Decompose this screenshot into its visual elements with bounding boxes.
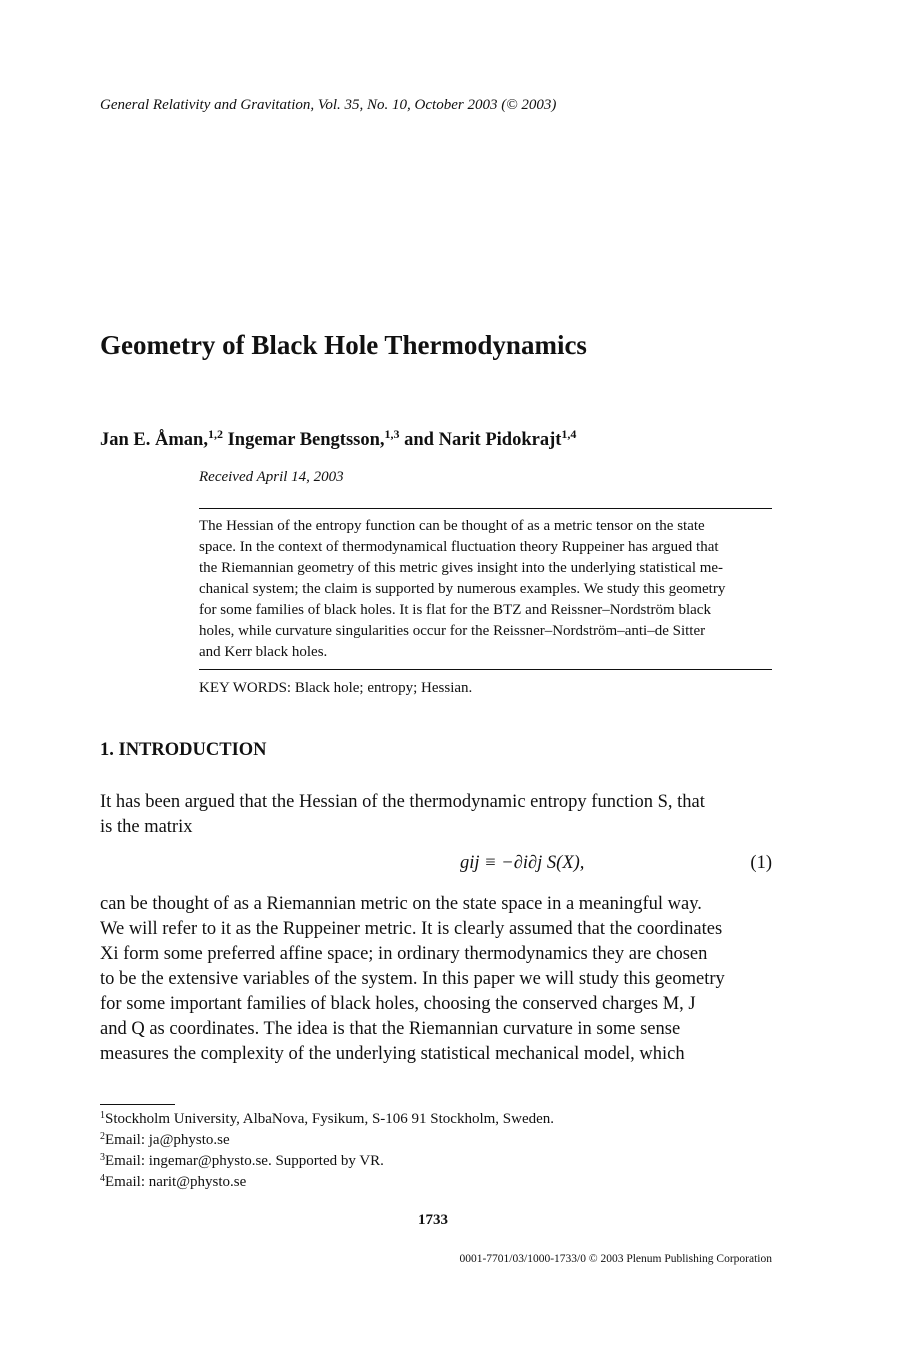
equation-formula: gij ≡ −∂i∂j S(X), (460, 853, 585, 873)
equation-number: (1) (750, 853, 772, 873)
footnote (100, 1173, 246, 1191)
author-name: Jan E. Åman, (100, 430, 208, 450)
footnote (100, 1110, 554, 1128)
abstract (199, 516, 772, 663)
page-number: 1733 (418, 1212, 448, 1228)
author-list (100, 427, 576, 451)
journal-citation: General Relativity and Gravitation, Vol. 35, No. 10, October 2003 (© 2003) (100, 97, 557, 113)
author-affiliation-mark: 1,2 (207, 427, 223, 441)
footnote-text: Stockholm University, AlbaNova, Fysikum, S-106 91 Stockholm, Sweden. (105, 1111, 555, 1127)
footnote-rule (100, 1104, 175, 1105)
publisher-line: 0001-7701/03/1000-1733/0 © 2003 Plenum Publishing Corporation (459, 1253, 772, 1265)
abstract-bottom-rule (199, 669, 772, 670)
section-heading: 1. INTRODUCTION (100, 740, 267, 760)
text-line: is the matrix (100, 817, 193, 837)
author-affiliation-mark: 1,3 (384, 427, 400, 441)
text-line: We will refer to it as the Ruppeiner metric. It is clearly assumed that the coordinates (100, 919, 723, 939)
intro-paragraph-1 (100, 790, 772, 840)
text-line: to be the extensive variables of the system. In this paper we will study this geometry (100, 969, 725, 989)
text-line: measures the complexity of the underlying statistical mechanical model, which (100, 1044, 685, 1064)
footnote-text: Email: ja@physto.se (105, 1132, 230, 1148)
footnote-mark: 1 (100, 1110, 105, 1121)
text-line: and Q as coordinates. The idea is that the Riemannian curvature in some sense (100, 1019, 681, 1039)
abstract-line: holes, while curvature singularities occur for the Reissner–Nordström–anti–de Sitter (199, 623, 706, 639)
text-line: can be thought of as a Riemannian metric on the state space in a meaningful way. (100, 894, 702, 914)
abstract-line: and Kerr black holes. (199, 644, 328, 660)
abstract-line: chanical system; the claim is supported by numerous examples. We study this geometry (199, 581, 726, 597)
footnote-mark: 2 (100, 1131, 105, 1142)
abstract-top-rule (199, 508, 772, 509)
author-name: and Narit Pidokrajt (404, 430, 562, 450)
author-affiliation-mark: 1,4 (561, 427, 577, 441)
footnote (100, 1131, 230, 1149)
paper-title: Geometry of Black Hole Thermodynamics (100, 330, 587, 360)
received-date: Received April 14, 2003 (199, 469, 344, 485)
abstract-line: The Hessian of the entropy function can be thought of as a metric tensor on the state (199, 518, 705, 534)
footnote (100, 1152, 384, 1170)
intro-paragraph-2 (100, 892, 772, 1067)
footnote-text: Email: ingemar@physto.se. Supported by VR. (105, 1153, 384, 1169)
abstract-line: for some families of black holes. It is flat for the BTZ and Reissner–Nordström black (199, 602, 711, 618)
footnote-text: Email: narit@physto.se (105, 1174, 247, 1190)
footnote-mark: 4 (100, 1173, 105, 1184)
footnote-mark: 3 (100, 1152, 105, 1163)
author-name: Ingemar Bengtsson, (227, 430, 385, 450)
abstract-line: the Riemannian geometry of this metric gives insight into the underlying statistical me- (199, 560, 724, 576)
equation-1 (100, 853, 772, 879)
text-line: It has been argued that the Hessian of the thermodynamic entropy function S, that (100, 792, 705, 812)
keywords: KEY WORDS: Black hole; entropy; Hessian. (199, 680, 473, 696)
abstract-line: space. In the context of thermodynamical fluctuation theory Ruppeiner has argued that (199, 539, 719, 555)
text-line: Xi form some preferred affine space; in ordinary thermodynamics they are chosen (100, 944, 708, 964)
text-line: for some important families of black holes, choosing the conserved charges M, J (100, 994, 696, 1014)
